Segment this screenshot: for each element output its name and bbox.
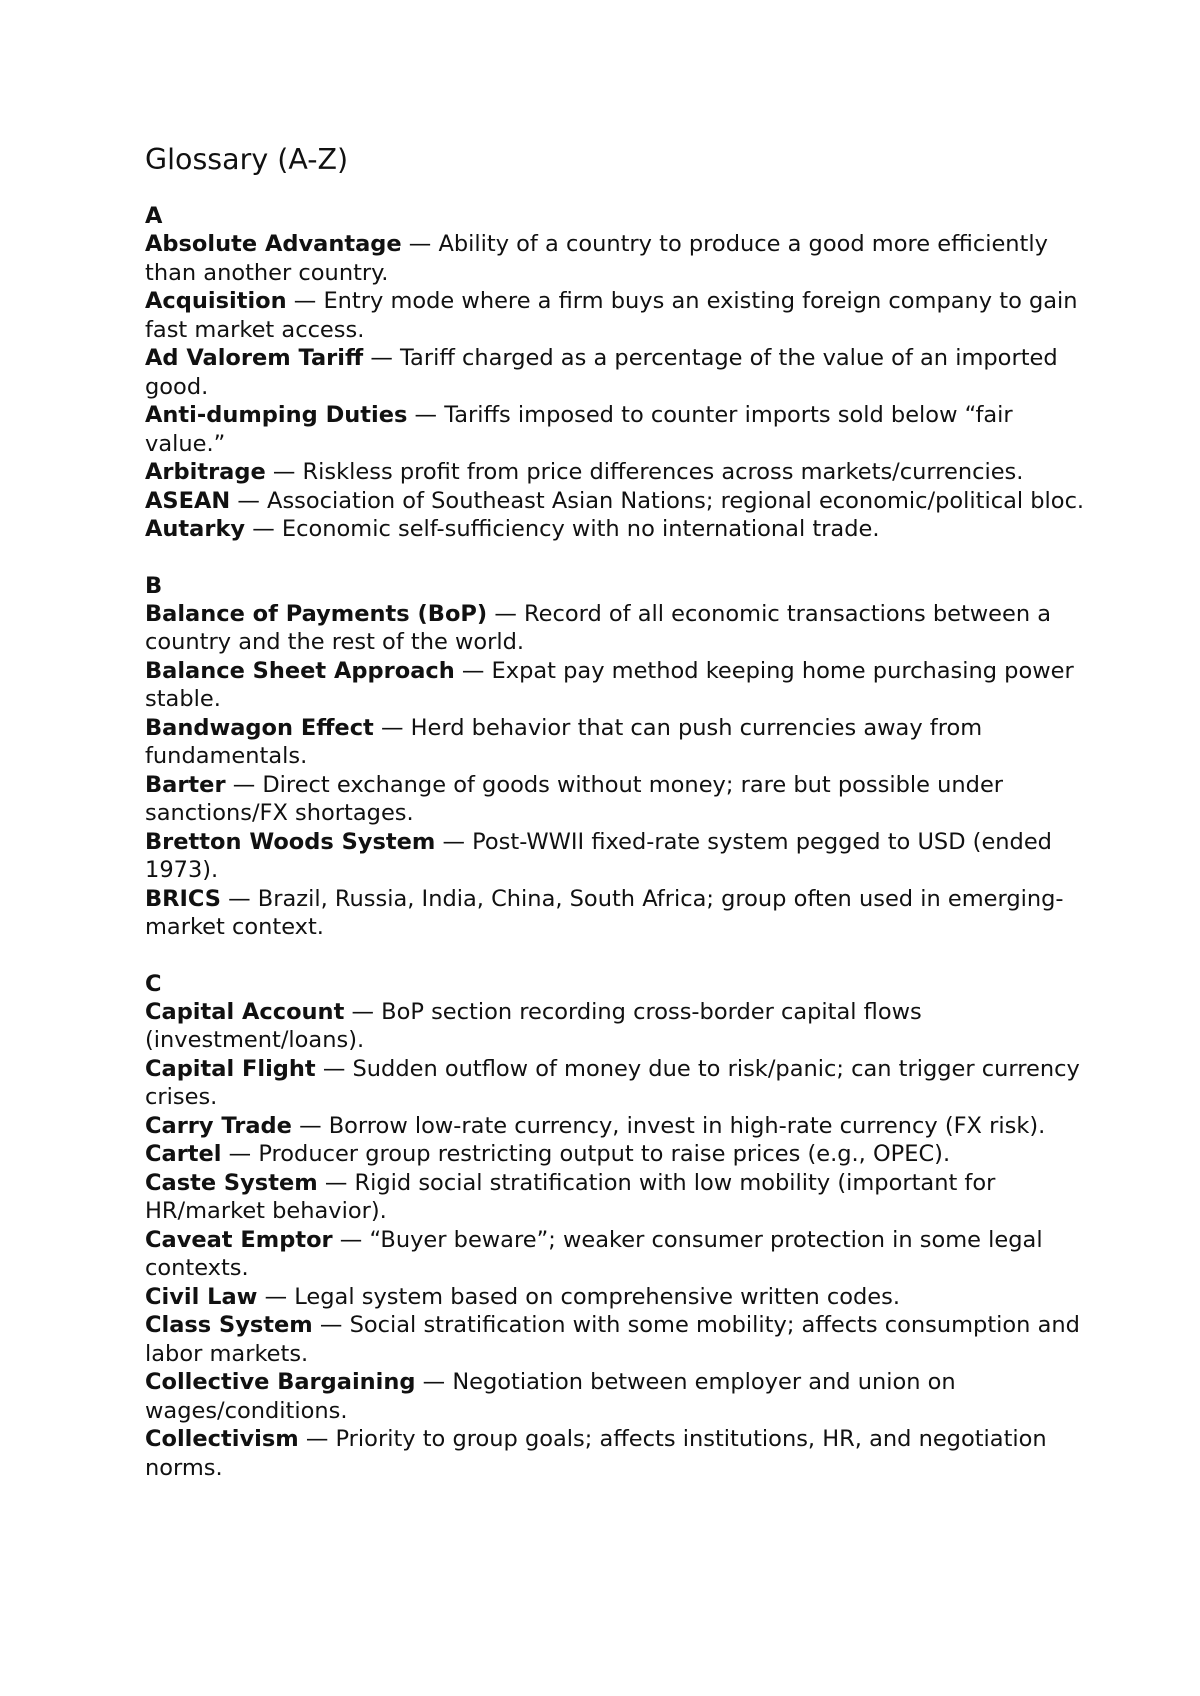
em-dash-separator: — [332, 1226, 370, 1253]
glossary-definition: Direct exchange of goods without money; rare but possible under sanctions/FX shortages. [145, 771, 1004, 826]
em-dash-separator: — [245, 516, 282, 542]
glossary-definition: Herd behavior that can push currencies away from fundamentals. [145, 714, 983, 769]
glossary-section-b [145, 572, 1085, 942]
em-dash-separator: — [435, 828, 473, 855]
glossary-entry [145, 1425, 1085, 1482]
page-title: Glossary (A-Z) [145, 143, 349, 176]
glossary-definition: Ability of a country to produce a good more efficiently than another country. [145, 231, 1048, 286]
glossary-definition: Tariff charged as a percentage of the value of an imported good. [145, 345, 1058, 400]
em-dash-separator: — [415, 1369, 453, 1395]
em-dash-separator: — [317, 1169, 355, 1196]
glossary-definition: Negotiation between employer and union on wages/conditions. [145, 1369, 956, 1424]
glossary-definition: BoP section recording cross-border capital flows (investment/loans). [145, 998, 922, 1053]
glossary-term: Balance Sheet Approach [145, 657, 455, 684]
glossary-term: Caste System [145, 1169, 318, 1196]
glossary-section-a [145, 202, 1085, 544]
glossary-term: Capital Flight [145, 1055, 316, 1082]
glossary-definition: Entry mode where a firm buys an existing foreign company to gain fast market access. [145, 288, 1078, 343]
glossary-term: Cartel [145, 1141, 222, 1167]
em-dash-separator: — [230, 487, 268, 514]
em-dash-separator: — [257, 1283, 295, 1310]
glossary-term: Bretton Woods System [145, 828, 436, 855]
glossary-entry [145, 771, 1085, 828]
glossary-entry [145, 1169, 1085, 1226]
glossary-term: Absolute Advantage [145, 231, 402, 257]
em-dash-separator: — [315, 1055, 353, 1082]
glossary-definition: Post-WWII fixed-rate system pegged to USD (ended 1973). [145, 828, 1052, 883]
document-page [145, 140, 1085, 1510]
glossary-term: Collective Bargaining [145, 1369, 416, 1395]
glossary-term: Ad Valorem Tariff [145, 345, 364, 371]
glossary-definition: Riskless profit from price differences across markets/currencies. [302, 459, 1024, 485]
section-letter: A [145, 203, 163, 229]
glossary-entry [145, 657, 1085, 714]
glossary-definition: Priority to group goals; affects institutions, HR, and negotiation norms. [145, 1426, 1047, 1481]
glossary-entry [145, 1368, 1085, 1425]
glossary-term: Class System [145, 1312, 313, 1338]
em-dash-separator: — [220, 885, 258, 912]
em-dash-separator: — [291, 1112, 329, 1139]
glossary-entry [145, 1283, 1085, 1312]
glossary-term: Collectivism [145, 1426, 299, 1452]
glossary-entry [145, 1140, 1085, 1169]
glossary-entry [145, 1055, 1085, 1112]
glossary-term: Balance of Payments (BoP) [145, 600, 488, 627]
glossary-term: Civil Law [145, 1283, 258, 1310]
em-dash-separator: — [312, 1312, 350, 1338]
em-dash-separator: — [265, 459, 303, 485]
glossary-term: Carry Trade [145, 1112, 292, 1139]
glossary-term: Autarky [145, 516, 246, 542]
em-dash-separator: — [487, 600, 524, 627]
glossary-entry [145, 1226, 1085, 1283]
glossary-term: Capital Account [145, 998, 345, 1025]
em-dash-separator: — [454, 657, 492, 684]
section-letter: C [145, 970, 162, 997]
glossary-definition: Expat pay method keeping home purchasing power stable. [145, 657, 1074, 712]
glossary-definition: Sudden outflow of money due to risk/panic; can trigger currency crises. [145, 1055, 1080, 1110]
glossary-entry [145, 1311, 1085, 1368]
glossary-entry [145, 287, 1085, 344]
em-dash-separator: — [344, 998, 382, 1025]
em-dash-separator: — [373, 714, 411, 741]
em-dash-separator: — [298, 1426, 336, 1452]
em-dash-separator: — [286, 288, 324, 314]
glossary-definition: Tariffs imposed to counter imports sold below “fair value.” [145, 402, 1013, 457]
em-dash-separator: — [401, 231, 439, 257]
glossary-definition: Economic self-sufficiency with no international trade. [281, 516, 880, 542]
glossary-term: Anti-dumping Duties [145, 402, 408, 428]
glossary-entry [145, 828, 1085, 885]
glossary-entry [145, 230, 1085, 287]
em-dash-separator: — [363, 345, 401, 371]
section-letter: B [145, 572, 163, 599]
glossary-term: BRICS [145, 885, 221, 912]
glossary-entry [145, 515, 1085, 544]
glossary-definition: Record of all economic transactions between a country and the rest of the world. [145, 600, 1052, 655]
glossary-entry [145, 998, 1085, 1055]
glossary-entry [145, 714, 1085, 771]
glossary-entry [145, 344, 1085, 401]
glossary-entry [145, 600, 1085, 657]
em-dash-separator: — [225, 771, 263, 798]
glossary-section-c [145, 970, 1085, 1483]
em-dash-separator: — [407, 402, 445, 428]
glossary-definition: Producer group restricting output to raise prices (e.g., OPEC). [258, 1141, 951, 1167]
glossary-entry [145, 885, 1085, 942]
glossary-entry [145, 1112, 1085, 1141]
glossary-entry [145, 458, 1085, 487]
glossary-entry [145, 487, 1085, 516]
glossary-entry [145, 401, 1085, 458]
glossary-definition: Brazil, Russia, India, China, South Africa; group often used in emerging-market context. [145, 885, 1064, 940]
glossary-term: ASEAN [145, 487, 231, 514]
glossary-term: Caveat Emptor [145, 1226, 333, 1253]
glossary-definition: Rigid social stratification with low mobility (important for HR/market behavior). [145, 1169, 996, 1224]
glossary-sections [145, 202, 1085, 1482]
glossary-term: Barter [145, 771, 226, 798]
glossary-term: Arbitrage [145, 459, 266, 485]
glossary-term: Acquisition [145, 288, 287, 314]
glossary-term: Bandwagon Effect [145, 714, 374, 741]
glossary-definition: “Buyer beware”; weaker consumer protection in some legal contexts. [145, 1226, 1043, 1281]
em-dash-separator: — [221, 1141, 259, 1167]
glossary-definition: Borrow low-rate currency, invest in high-rate currency (FX risk). [328, 1112, 1046, 1139]
glossary-definition: Social stratification with some mobility; affects consumption and labor markets. [145, 1312, 1080, 1367]
glossary-definition: Association of Southeast Asian Nations; regional economic/political bloc. [267, 487, 1085, 514]
glossary-definition: Legal system based on comprehensive written codes. [294, 1283, 901, 1310]
